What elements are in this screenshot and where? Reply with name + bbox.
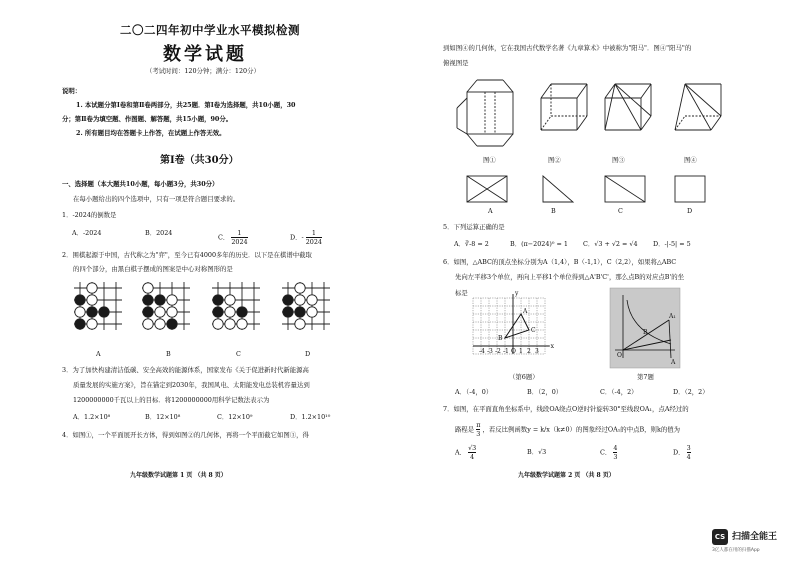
option-label-c: C: [618, 207, 623, 215]
black-stone: [237, 307, 247, 317]
black-stone: [283, 307, 293, 317]
fig7-point-b-label: B: [643, 329, 648, 336]
y-axis-label: y: [515, 289, 519, 297]
fig-label-1: 图①: [483, 156, 496, 164]
note-2: 2. 所有题目均在答题卡上作答，在试题上作答无效。: [76, 129, 226, 137]
option-label-d: D: [687, 207, 693, 215]
fig7-point-a-label: A: [671, 359, 676, 366]
white-stone: [295, 295, 305, 305]
camscanner-tagline: 3亿人都在用的扫描App: [712, 548, 760, 553]
white-stone: [225, 295, 235, 305]
q5-option-d: D．-|-5| = 5: [653, 240, 691, 248]
question-3: 3．为了加快构建清洁低碳、安全高效的能源体系，国家发布《关于促进新时代新能源高: [62, 366, 309, 374]
q2-label-c: C: [236, 350, 241, 358]
q3-option-a: A．1.2×10⁸: [73, 413, 111, 421]
black-stone: [143, 295, 153, 305]
triangle-abc: [505, 314, 529, 338]
question-3-cont: 质量发展的实施方案》，旨在锚定到2030年，我国风电、太阳能发电总装机容量达到: [73, 381, 310, 389]
question-1: 1．-2024的倒数是: [62, 211, 117, 219]
question-6-cont: 先向左平移3个单位，再向上平移1个单位得到△A'B'C'，那么点B的对应点B'的坐: [455, 273, 684, 281]
x-tick-label: 1: [519, 348, 523, 355]
q3-option-d: D．1.2×10¹⁰: [290, 413, 331, 421]
q1-option-a: A．-2024: [72, 229, 102, 237]
note-1-cont: 分；第Ⅱ卷为填空题、作图题、解答题，共15小题，90分。: [62, 115, 233, 123]
point-a-label: A: [523, 308, 528, 315]
go-board-figures: [0, 0, 400, 540]
question-2-cont: 的四个部分，由黑白棋子摆成的图案是中心对称图形的是: [73, 265, 233, 273]
q5-option-a: A．∛-8 = 2: [454, 240, 489, 248]
q7-option-b: B．√3: [527, 448, 547, 456]
part1-instruction: 在每小题给出的四个选项中，只有一项是符合题目要求的。: [73, 195, 240, 203]
black-stone: [213, 307, 223, 317]
black-stone: [295, 307, 305, 317]
white-stone: [155, 319, 165, 329]
x-tick-label: -2: [495, 348, 501, 355]
white-stone: [143, 319, 153, 329]
white-stone: [87, 283, 97, 293]
black-stone: [167, 319, 177, 329]
black-stone: [213, 295, 223, 305]
white-stone: [307, 295, 317, 305]
fig7-point-a1-label: A₁: [669, 313, 676, 320]
question-3-cont2: 1200000000千瓦以上的目标．将1200000000用科学记数法表示为: [73, 396, 270, 404]
question-6-cont2: 标是: [455, 289, 468, 297]
fig6-caption: （第6题）: [509, 373, 539, 381]
point-b-label: B: [498, 335, 503, 342]
black-stone: [75, 295, 85, 305]
q6-option-c: C．（-4，2）: [600, 388, 638, 396]
question-5: 5．下列运算正确的是: [443, 223, 505, 231]
subject-title: 数学试题: [163, 44, 247, 65]
x-tick-label: O: [511, 348, 516, 355]
x-tick-label: 3: [535, 348, 539, 355]
white-stone: [87, 295, 97, 305]
x-tick-label: -4: [479, 348, 485, 355]
white-stone: [237, 319, 247, 329]
q7-option-a: A． $\frac{√3}{4}$: [455, 444, 477, 461]
q1-option-d: D．- $\frac{1}{2024}$: [290, 229, 322, 246]
option-label-b: B: [551, 207, 556, 215]
white-stone: [75, 307, 85, 317]
notes-heading: 说明：: [62, 87, 82, 95]
white-stone: [167, 295, 177, 305]
white-stone: [155, 307, 165, 317]
fig-label-3: 图③: [612, 156, 625, 164]
q6-option-d: D．（2，2）: [673, 388, 709, 396]
q3-option-c: C．12×10⁹: [217, 413, 253, 421]
x-tick-label: -1: [503, 348, 509, 355]
q6-option-a: A．（-4，0）: [455, 388, 493, 396]
question-4-cont: 到如图④的几何体，它在我国古代数学名著《九章算术》中被称为"阳马"．图④"阳马"的: [443, 44, 692, 52]
q5-option-b: B．(π−2024)⁰ = 1: [510, 240, 568, 248]
question-7: 7．如图，在平面直角坐标系中，线段OA绕点O逆时针旋转30°至线段OA₁，点A经过的: [443, 405, 689, 413]
white-stone: [307, 307, 317, 317]
fig-label-4: 图④: [684, 156, 697, 164]
white-stone: [225, 307, 235, 317]
q2-label-d: D: [305, 350, 311, 358]
page-2-footer: 九年级数学试题第 2 页 （共 8 页）: [518, 472, 615, 479]
fig-label-2: 图②: [548, 156, 561, 164]
question-4-cont2: 俯视图是: [443, 59, 469, 67]
black-stone: [75, 319, 85, 329]
white-stone: [87, 319, 97, 329]
option-label-a: A: [488, 207, 493, 215]
black-stone: [283, 295, 293, 305]
exam-title: 二〇二四年初中学业水平模拟检测: [120, 23, 300, 37]
question-6: 6．如图，△ABC的顶点坐标分别为A（1,4），B（-1,1），C（2,2），如果将△ABC: [443, 258, 677, 266]
black-stone: [155, 295, 165, 305]
page-1: [0, 0, 400, 540]
x-tick-label: -3: [487, 348, 493, 355]
q6-option-b: B．（2，0）: [527, 388, 563, 396]
page-2: [405, 0, 794, 540]
part1-heading: 一、选择题（本大题共10小题，每小题3分，共30分）: [62, 180, 219, 188]
point-c-label: C: [531, 327, 536, 334]
question-4: 4．如图①，一个平面展开长方体，得到如图②的几何体，再将一个平面截它如图③，得: [62, 431, 309, 439]
white-stone: [225, 319, 235, 329]
camscanner-name: 扫描全能王: [732, 532, 778, 542]
black-stone: [99, 307, 109, 317]
fig7-caption: 第7题: [637, 373, 654, 381]
q7-option-d: D． $\frac{3}{4}$: [673, 444, 691, 461]
exam-info: （考试时间：120分钟；满分：120分）: [146, 67, 260, 75]
white-stone: [167, 307, 177, 317]
q5-option-c: C．√3 + √2 = √4: [583, 240, 638, 248]
white-stone: [213, 319, 223, 329]
x-tick-label: 2: [527, 348, 531, 355]
q2-label-a: A: [96, 350, 101, 358]
q2-label-b: B: [166, 350, 171, 358]
camscanner-logo: CS: [712, 529, 728, 545]
black-stone: [143, 307, 153, 317]
q1-option-b: B．2024: [145, 229, 173, 237]
white-stone: [143, 283, 153, 293]
page-1-footer: 九年级数学试题第 1 页 （共 8 页）: [130, 472, 227, 479]
q1-option-c: C． $\frac{1}{2024}$: [218, 229, 248, 246]
fig7-origin-label: O: [617, 352, 622, 359]
q3-option-b: B．12×10⁸: [145, 413, 181, 421]
note-1: 1. 本试题分第Ⅰ卷和第Ⅱ卷两部分，共25题．第Ⅰ卷为选择题，共10小题，30: [76, 101, 296, 109]
black-stone: [87, 307, 97, 317]
section-title: 第Ⅰ卷（共30分）: [160, 155, 239, 166]
q7-option-c: C． $\frac{4}{3}$: [600, 444, 618, 461]
x-axis-label: x: [550, 343, 554, 350]
white-stone: [295, 283, 305, 293]
white-stone: [295, 319, 305, 329]
question-2: 2．围棋起源于中国，古代称之为"弈"，至今已有4000多年的历史．以下是在棋谱中截取: [62, 251, 312, 259]
question-7-cont: 路程是 $\frac{\pi}{3}$ ，若反比例函数y = k/x（k≠0）的图象经过OA₁的中点B，则k的值为: [455, 421, 680, 438]
